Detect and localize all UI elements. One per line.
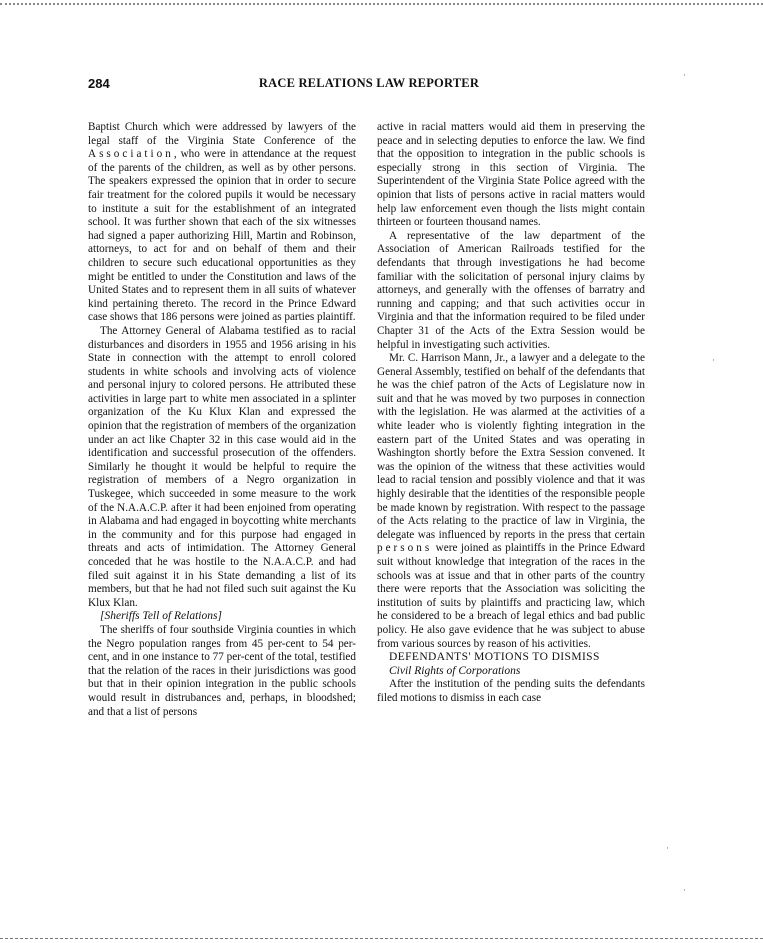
text-run: Baptist Church which were addressed by lawyers of the legal staff of the Virginia State Conference of the <box>88 121 356 147</box>
text-run: , who were in attendance at the request of the parents of the children, as well as by other persons. The speakers expressed the opinion that in order to secure fair treatment for the colored pupils it would be necessary to institute a suit for the establishment of an integrated school. It was further shown that each of the six witnesses had signed a paper authorizing Hill, Martin and Robinson, attorneys, to act for and on behalf of them and their children to secure such educational opportunities as they might be entitled to under the Constitution and laws of the United States and to represent them in all suits of whatever kind pertaining thereto. The record in the Prince Edward case shows that 186 persons were joined as parties plaintiff. <box>88 148 356 324</box>
right-column <box>377 121 645 706</box>
running-head: RACE RELATIONS LAW REPORTER <box>258 76 480 90</box>
letterspaced-text: persons <box>377 542 433 555</box>
section-heading: DEFENDANTS' MOTIONS TO DISMISS <box>389 651 600 664</box>
text-run: Mr. C. Harrison Mann, Jr., a lawyer and a delegate to the General Assembly, testified on behalf of the defendants that he was the chief patron of the Acts of Legislature now in suit and that he was moved by two purposes in connection with the legislation. He was alarmed at the activities of a white leader who is violently fighting integration in the eastern part of the United States and was operating in Washington shortly before the Extra Session convened. It was the opinion of the witness that these activities would lead to racial tension and possibly violence and that it was highly desirable that the identities of the responsible people be made known by registration. With respect to the passage of the Acts relating to the practice of law in Virginia, the delegate was influenced by reports in the press that certain <box>377 352 645 541</box>
paragraph <box>377 352 645 651</box>
bottom-dashed-border <box>0 938 763 939</box>
paragraph: The Attorney General of Alabama testified as to racial disturbances and disorders in 1955 and 1956 arising in his State in connection with the attempt to enroll colored students in white schools and involving acts of violence and personal injury to colored persons. He attributed these activities in large part to white men associated in a splinter organization of the Ku Klux Klan and expressed the opinion that the registration of members of the organization under an act like Chapter 32 in this case would aid in the identification and successful prosecution of the offenders. Similarly he thought it would be helpful to require the registration of members of a Negro organization in Tuskegee, which succeeded in some measure to the work of the N.A.A.C.P. after it had been enjoined from operating in Alabama and had engaged in boycotting white merchants in the community and for this purpose had engaged in threats and acts of intimidation. The Attorney General conceded that he was hostile to the N.A.A.C.P. and had filed suit against it in his State demanding a list of its members, but that he had not filed such suit against the Ku Klux Klan. <box>88 324 356 609</box>
paragraph <box>88 121 356 325</box>
paragraph: After the institution of the pending suits the defendants filed motions to dismiss in each case <box>377 678 645 704</box>
section-subhead: [Sheriffs Tell of Relations] <box>100 610 222 623</box>
scan-speck: · <box>712 355 715 365</box>
paragraph: active in racial matters would aid them in preserving the peace and in selecting deputies to enforce the law. We find that the opposition to integration in the public schools is especially strong in this section of Virginia. The Superintendent of the Virginia State Police agreed with the opinion that lists of persons active in racial matters would help law enforcement even though the lists might contain thirteen or fourteen thousand names. <box>377 121 645 229</box>
page-number: 284 <box>88 76 110 91</box>
scan-speck: · <box>683 70 686 80</box>
paragraph: The sheriffs of four southside Virginia counties in which the Negro population ranges from 45 per-cent to 54 per-cent, and in one instance to 77 per-cent of the total, testified that the relation of the races in their jurisdictions was good but that in their opinion integration in the public schools would result in distrubances and, perhaps, in bloodshed; and that a list of persons <box>88 623 356 718</box>
section-subheading: Civil Rights of Corporations <box>389 664 521 677</box>
text-run: were joined as plaintiffs in the Prince Edward suit without knowledge that integration of the races in the schools was at issue and that in other parts of the country there were reports that the Association was soliciting the institution of suits by plaintiffs and practicing law, which he considered to be a breach of legal ethics and bad public policy. He also gave evidence that he was subject to abuse from various sources by reason of his activities. <box>377 542 645 650</box>
scan-speck: · <box>683 885 686 895</box>
letterspaced-text: Association <box>88 148 174 161</box>
page-header <box>88 76 650 92</box>
left-column <box>88 121 356 719</box>
paragraph: A representative of the law department of the Association of American Railroads testified for the defendants that through investigations he had become familiar with the solicitation of personal injury claims by attorneys, and generally with the offenses of barratry and running and capping; and that such activities occur in Virginia and that the information required to be filed under Chapter 31 of the Acts of the Extra Session would be helpful in investigating such activities. <box>377 229 645 351</box>
scan-speck: · <box>666 843 669 853</box>
top-dotted-border <box>0 3 763 5</box>
